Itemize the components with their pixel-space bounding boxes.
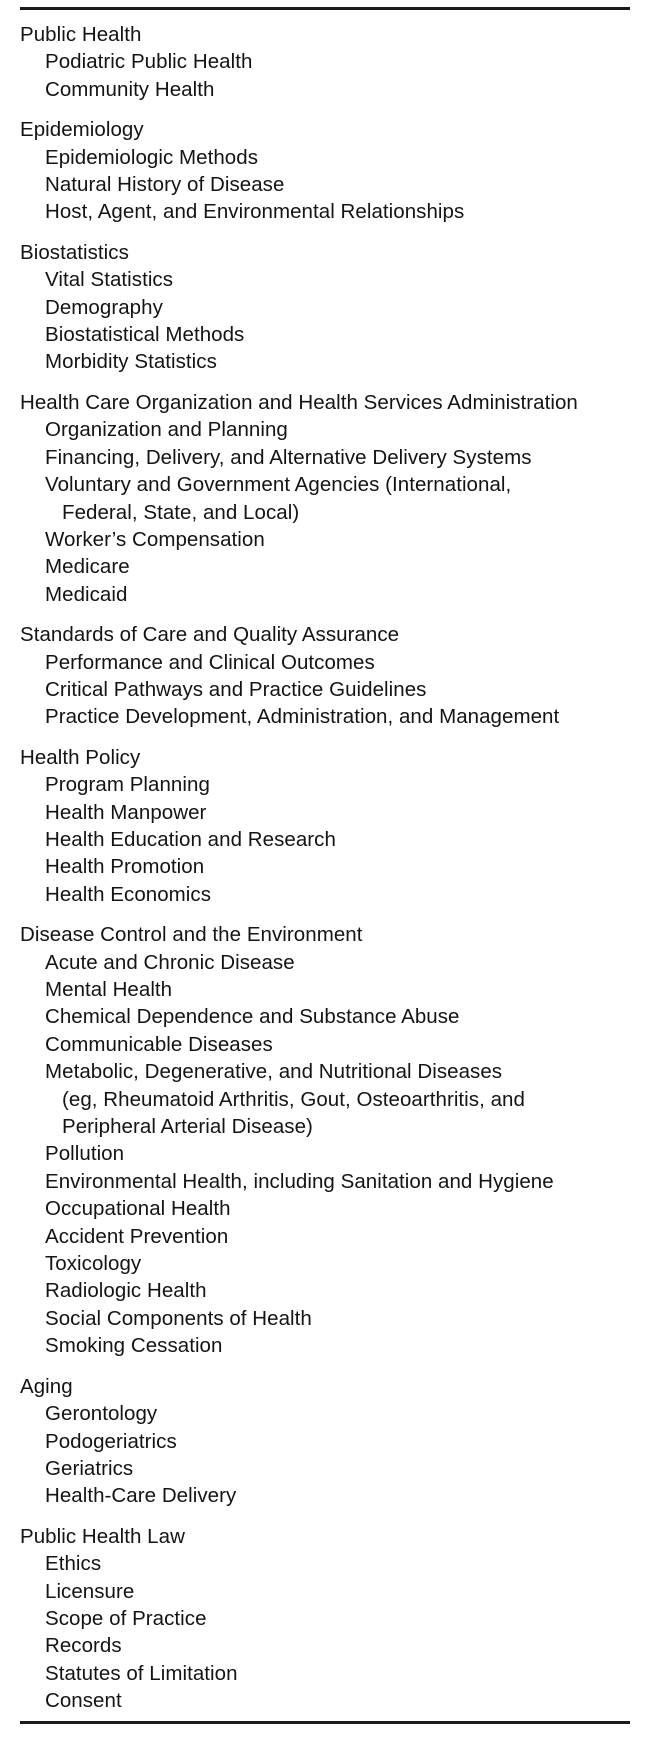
outline-section bbox=[20, 1373, 630, 1510]
outline-item: Epidemiologic Methods bbox=[45, 145, 258, 169]
outline-item: Host, Agent, and Environmental Relationships bbox=[45, 200, 465, 224]
outline-item: Metabolic, Degenerative, and Nutritional Diseases bbox=[45, 1060, 503, 1084]
outline-item: Licensure bbox=[45, 1579, 135, 1603]
outline-item: Podogeriatrics bbox=[45, 1429, 177, 1453]
section-heading: Aging bbox=[20, 1374, 73, 1398]
outline-section bbox=[20, 116, 630, 226]
outline-item-continuation: Peripheral Arterial Disease) bbox=[62, 1115, 313, 1139]
outline-item: Natural History of Disease bbox=[45, 173, 285, 197]
section-heading: Disease Control and the Environment bbox=[20, 923, 363, 947]
section-heading: Standards of Care and Quality Assurance bbox=[20, 623, 400, 647]
outline-item: Mental Health bbox=[45, 978, 173, 1001]
outline-item: Ethics bbox=[45, 1552, 102, 1576]
outline-item: Health Promotion bbox=[45, 855, 205, 879]
outline-item: Accident Prevention bbox=[45, 1224, 229, 1248]
section-heading: Public Health Law bbox=[20, 1524, 185, 1548]
outline-item-continuation: (eg, Rheumatoid Arthritis, Gout, Osteoarthritis, and bbox=[62, 1087, 525, 1111]
outline-item: Environmental Health, including Sanitation and Hygiene bbox=[45, 1169, 554, 1193]
outline-item: Health Economics bbox=[45, 882, 212, 906]
outline-item: Health-Care Delivery bbox=[45, 1484, 237, 1508]
outline-item: Demography bbox=[45, 295, 163, 319]
outline-item: Organization and Planning bbox=[45, 418, 288, 442]
outline-item: Worker’s Compensation bbox=[45, 527, 265, 551]
outline-item: Program Planning bbox=[45, 773, 210, 797]
outline-item: Geriatrics bbox=[45, 1456, 134, 1480]
outline-item: Gerontology bbox=[45, 1402, 158, 1426]
section-heading: Public Health bbox=[20, 23, 142, 46]
outline-section bbox=[20, 621, 630, 731]
outline-section bbox=[20, 389, 630, 608]
outline-item: Financing, Delivery, and Alternative Delivery Systems bbox=[45, 445, 532, 469]
section-heading: Health Policy bbox=[20, 745, 141, 769]
outline-item: Chemical Dependence and Substance Abuse bbox=[45, 1005, 460, 1029]
section-heading: Health Care Organization and Health Services Administration bbox=[20, 390, 578, 414]
outline-item: Health Manpower bbox=[45, 800, 207, 824]
outline-item: Health Education and Research bbox=[45, 827, 336, 851]
outline-item: Toxicology bbox=[45, 1252, 142, 1276]
outline-item: Morbidity Statistics bbox=[45, 350, 217, 374]
document-page bbox=[20, 0, 630, 1724]
outline-item: Medicaid bbox=[45, 582, 128, 606]
outline-item: Consent bbox=[45, 1689, 122, 1713]
outline-item: Practice Development, Administration, and Management bbox=[45, 705, 560, 729]
outline-item: Scope of Practice bbox=[45, 1606, 207, 1630]
outline-item: Pollution bbox=[45, 1142, 125, 1166]
section-heading: Epidemiology bbox=[20, 118, 144, 142]
outline-item: Smoking Cessation bbox=[45, 1334, 223, 1358]
section-heading: Biostatistics bbox=[20, 240, 129, 264]
outline-item: Voluntary and Government Agencies (International, bbox=[45, 473, 512, 497]
outline-item: Medicare bbox=[45, 555, 130, 579]
outline-section bbox=[20, 744, 630, 908]
outline-item: Performance and Clinical Outcomes bbox=[45, 650, 375, 674]
outline-item: Statutes of Limitation bbox=[45, 1661, 238, 1685]
outline-section bbox=[20, 21, 630, 103]
outline-item: Community Health bbox=[45, 77, 215, 101]
outline-item: Critical Pathways and Practice Guidelines bbox=[45, 677, 427, 701]
outline-item: Podiatric Public Health bbox=[45, 50, 253, 74]
outline-item: Radiologic Health bbox=[45, 1279, 207, 1303]
outline-item: Communicable Diseases bbox=[45, 1032, 273, 1056]
outline-section bbox=[20, 1523, 630, 1715]
outline-section bbox=[20, 239, 630, 376]
outline-item: Occupational Health bbox=[45, 1197, 231, 1221]
outline-item: Biostatistical Methods bbox=[45, 323, 245, 347]
outline-item: Records bbox=[45, 1634, 122, 1658]
topic-outline bbox=[20, 10, 630, 1715]
outline-item: Vital Statistics bbox=[45, 268, 174, 292]
bottom-rule bbox=[20, 1721, 630, 1724]
outline-item: Social Components of Health bbox=[45, 1306, 312, 1330]
outline-item-continuation: Federal, State, and Local) bbox=[62, 500, 300, 524]
outline-section bbox=[20, 921, 630, 1360]
outline-item: Acute and Chronic Disease bbox=[45, 950, 295, 974]
